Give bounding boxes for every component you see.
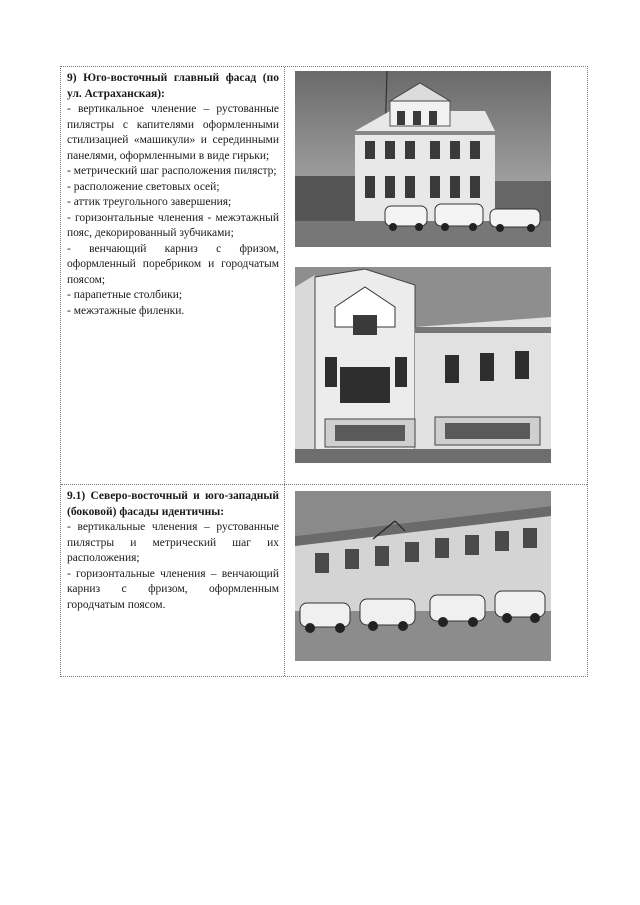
main-facade-photo [295, 71, 551, 247]
list-item: - венчающий карниз с фризом, оформленный поребриком и городчатым поясом; [67, 242, 279, 286]
section-9-photos [285, 67, 587, 484]
list-item: - вертикальные членения – рустованные пилястры и метрический шаг их расположения; [67, 521, 279, 564]
list-item: - межэтажные филенки. [67, 304, 185, 317]
table-row [61, 485, 587, 676]
facade-detail-photo [295, 267, 551, 463]
list-item: - горизонтальные членения - межэтажный пояс, декорированный зубчиками; [67, 211, 279, 239]
list-item: - вертикальное членение – рустованные пилястры с капителями оформленными стилизацией «машикули» и серединными панелями, оформленными в виде гирьки; [67, 103, 279, 162]
facade-table [60, 66, 588, 677]
section-heading: 9) Юго-восточный главный фасад (по ул. Астраханская): [67, 72, 279, 100]
section-9-text [61, 67, 285, 484]
list-item: - аттик треугольного завершения; [67, 196, 232, 208]
list-item: - метрический шаг расположения пилястр; [67, 165, 277, 177]
section-heading: 9.1) Северо-восточный и юго-западный (боковой) фасады идентичны: [67, 490, 279, 518]
side-facade-photo [295, 491, 551, 661]
list-item: - расположение световых осей; [67, 180, 220, 193]
table-row [61, 67, 587, 485]
list-item: - парапетные столбики; [67, 289, 183, 301]
section-9-1-text [61, 485, 285, 676]
section-9-1-photos [285, 485, 587, 676]
list-item: - горизонтальные членения – венчающий карниз с фризом, оформленным городчатым поясом. [67, 567, 279, 611]
